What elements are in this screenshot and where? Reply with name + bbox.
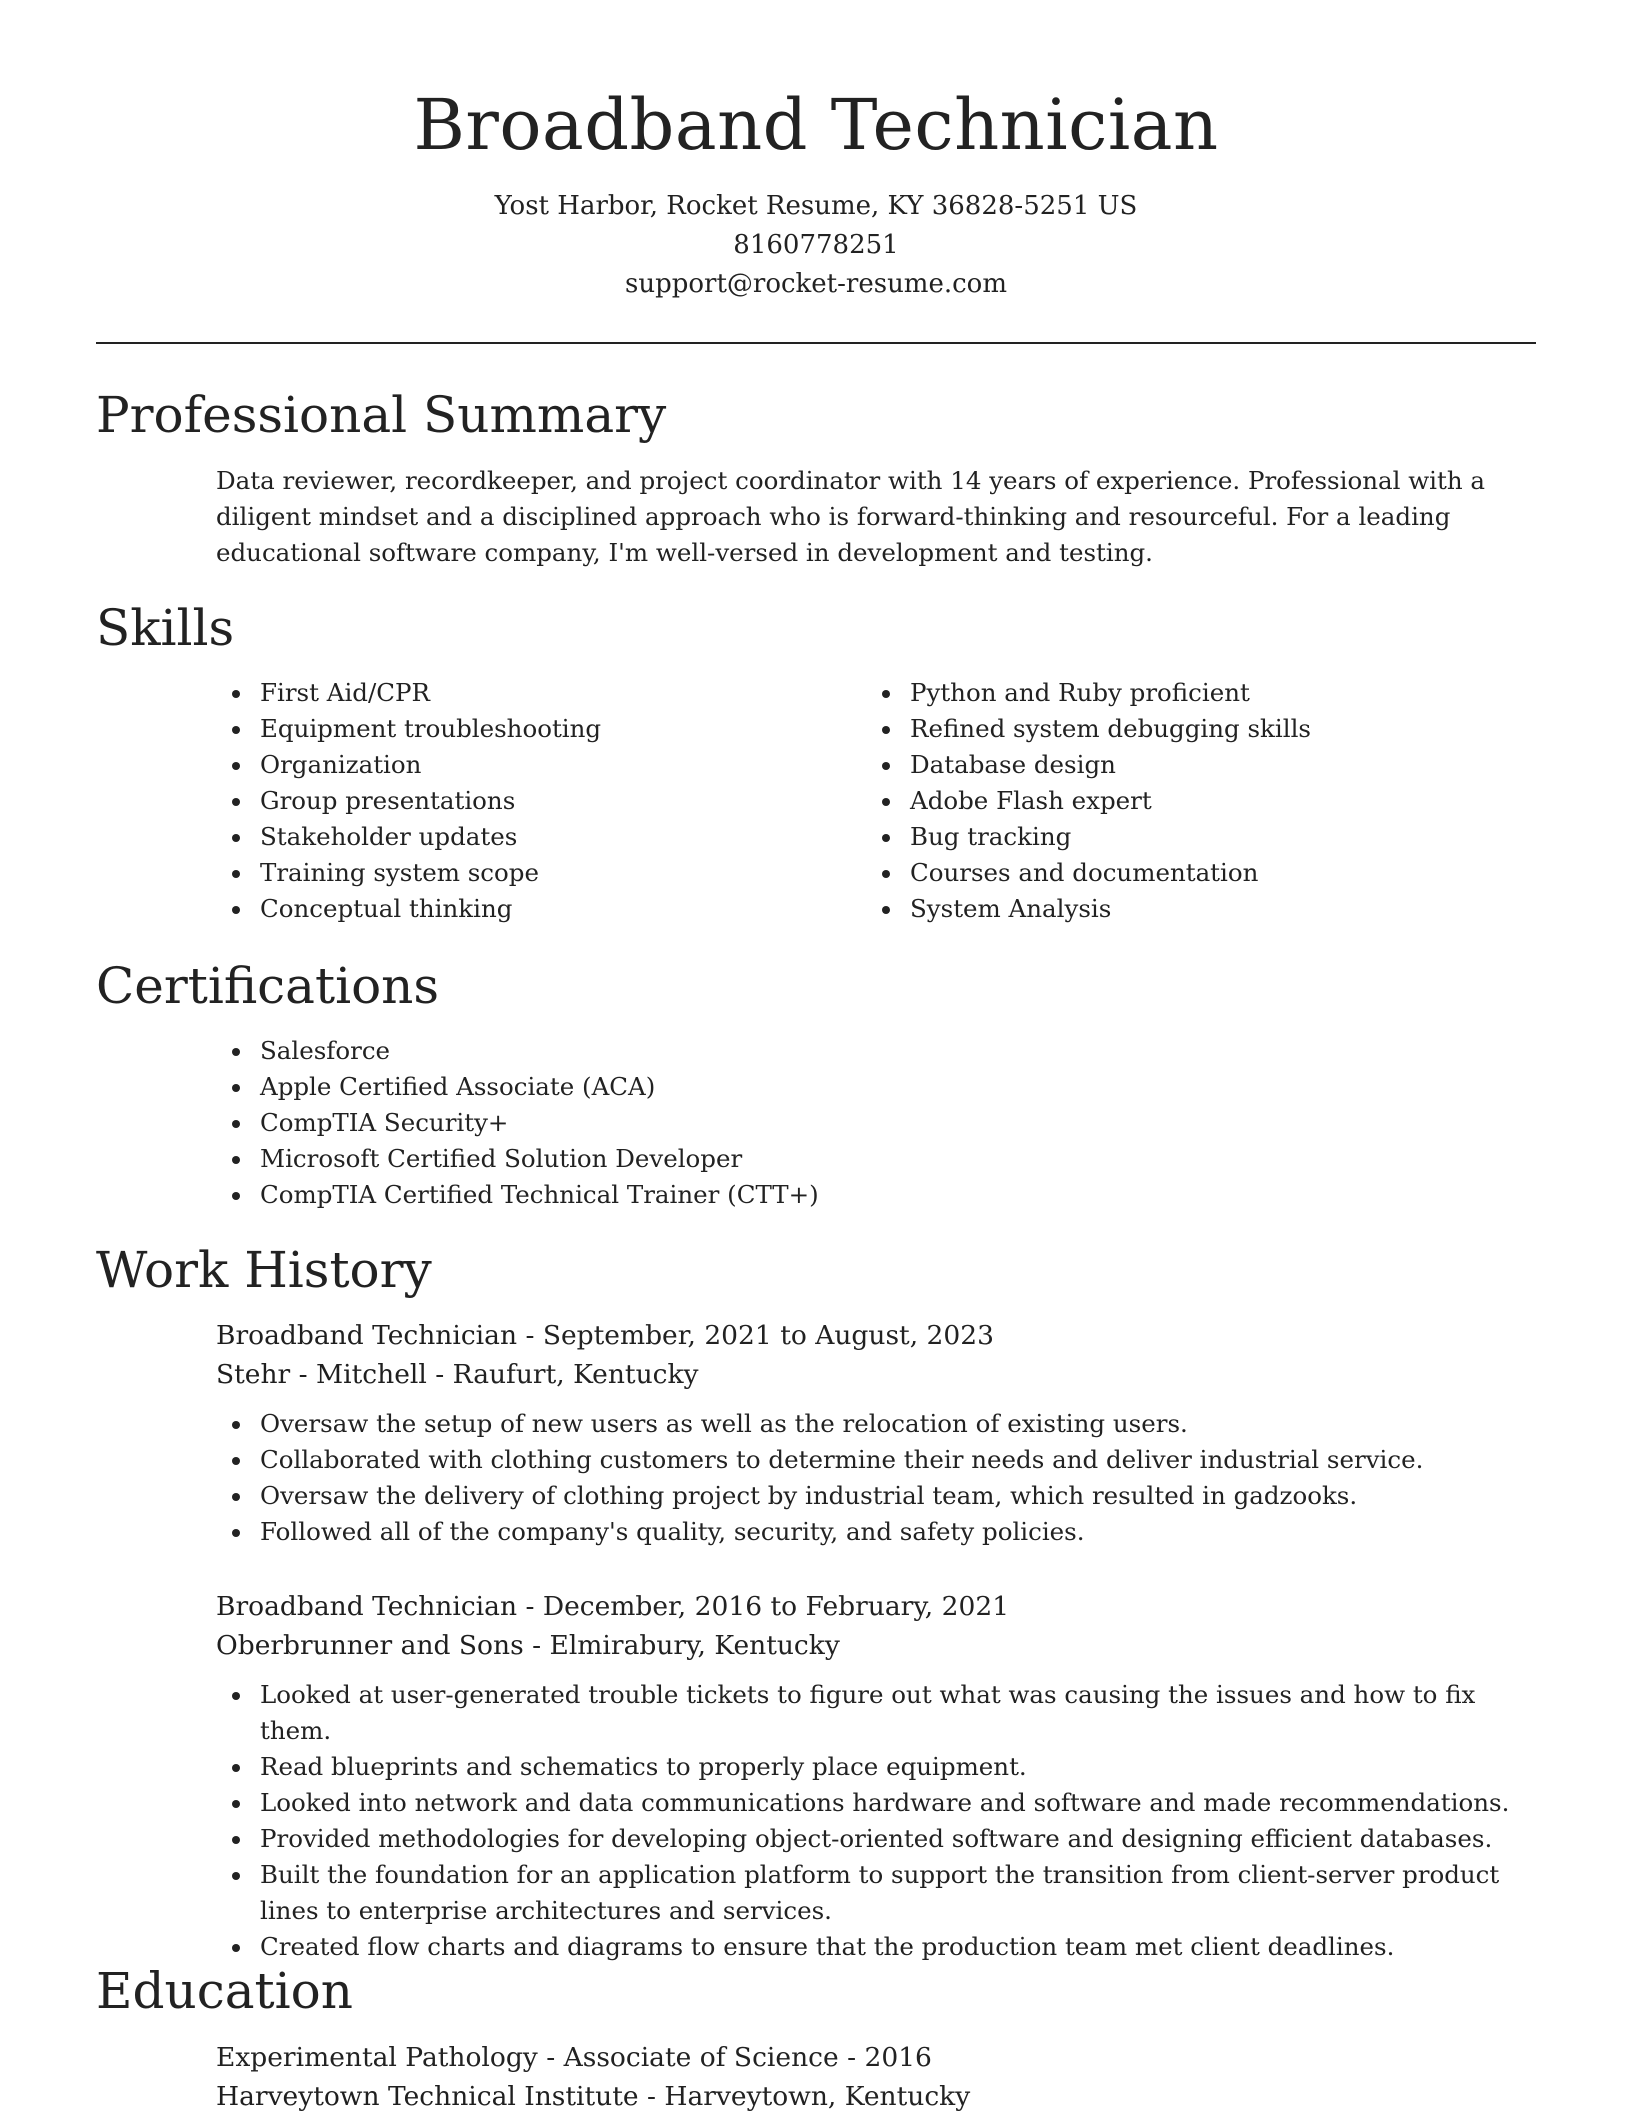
- job-dates: - December, 2016 to February, 2021: [517, 1591, 1010, 1622]
- job-company-line: [216, 1626, 1526, 1665]
- job-title-line: [216, 1587, 1526, 1626]
- skill-item: Group presentations: [216, 783, 836, 819]
- education-heading: Education: [96, 1962, 353, 2020]
- job-dates: - September, 2021 to August, 2023: [517, 1320, 994, 1351]
- job-entry-1: [216, 1316, 1526, 1550]
- skill-item: Training system scope: [216, 855, 836, 891]
- contact-address: Yost Harbor, Rocket Resume, KY 36828-5251 US: [494, 191, 1138, 221]
- job-location: - Raufurt, Kentucky: [426, 1359, 699, 1390]
- skills-list-left: [216, 675, 836, 927]
- certification-item: CompTIA Certified Technical Trainer (CTT+): [216, 1177, 1516, 1213]
- education-school: Harveytown Technical Institute: [216, 2081, 639, 2112]
- job-duty: Collaborated with clothing customers to determine their needs and deliver industrial service.: [216, 1442, 1526, 1478]
- job-role: Broadband Technician: [216, 1320, 518, 1351]
- job-company-line: [216, 1355, 1526, 1394]
- job-duty: Provided methodologies for developing object-oriented software and designing efficient databases.: [216, 1821, 1526, 1857]
- work-history-heading: Work History: [96, 1241, 432, 1299]
- job-company: Oberbrunner and Sons: [216, 1630, 524, 1661]
- contact-email: support@rocket-resume.com: [624, 269, 1007, 299]
- skill-item: Python and Ruby proficient: [866, 675, 1486, 711]
- job-duty: Looked into network and data communications hardware and software and made recommendations.: [216, 1785, 1526, 1821]
- header-divider: [96, 342, 1536, 344]
- skills-list-right: [866, 675, 1486, 927]
- job-duties-list: [216, 1406, 1526, 1550]
- skill-item: Refined system debugging skills: [866, 711, 1486, 747]
- job-duty: Looked at user-generated trouble tickets to figure out what was causing the issues and how to fix them.: [216, 1677, 1526, 1749]
- job-location: - Elmirabury, Kentucky: [523, 1630, 840, 1661]
- job-duty: Followed all of the company's quality, security, and safety policies.: [216, 1514, 1526, 1550]
- skill-item: Courses and documentation: [866, 855, 1486, 891]
- skill-item: Stakeholder updates: [216, 819, 836, 855]
- skill-item: First Aid/CPR: [216, 675, 836, 711]
- job-company: Stehr - Mitchell: [216, 1359, 427, 1390]
- certification-item: Apple Certified Associate (ACA): [216, 1069, 1516, 1105]
- certifications-heading: Certifications: [96, 957, 440, 1015]
- job-duty: Built the foundation for an application platform to support the transition from client-server product lines to enterprise architectures and services.: [216, 1857, 1526, 1929]
- education-entry: [216, 2038, 1526, 2116]
- certification-item: CompTIA Security+: [216, 1105, 1516, 1141]
- job-duty: Oversaw the delivery of clothing project by industrial team, which resulted in gadzooks.: [216, 1478, 1526, 1514]
- skill-item: Conceptual thinking: [216, 891, 836, 927]
- job-entry-2: [216, 1587, 1526, 1965]
- skill-item: Organization: [216, 747, 836, 783]
- education-location: - Harveytown, Kentucky: [638, 2081, 971, 2112]
- summary-heading: Professional Summary: [96, 386, 667, 444]
- skill-item: Equipment troubleshooting: [216, 711, 836, 747]
- certifications-block: [216, 1033, 1516, 1213]
- job-duty: Oversaw the setup of new users as well as the relocation of existing users.: [216, 1406, 1526, 1442]
- certification-item: Salesforce: [216, 1033, 1516, 1069]
- skills-heading: Skills: [96, 599, 235, 657]
- job-role: Broadband Technician: [216, 1591, 518, 1622]
- candidate-name: Broadband Technician: [413, 84, 1219, 166]
- skill-item: Database design: [866, 747, 1486, 783]
- skill-item: System Analysis: [866, 891, 1486, 927]
- skills-column-left: [216, 675, 836, 927]
- contact-phone: 8160778251: [733, 230, 899, 260]
- education-school-line: [216, 2077, 1526, 2116]
- job-duty: Created flow charts and diagrams to ensure that the production team met client deadlines.: [216, 1929, 1526, 1965]
- education-degree: Experimental Pathology - Associate of Science - 2016: [216, 2042, 932, 2073]
- job-duties-list: [216, 1677, 1526, 1965]
- skills-column-right: [866, 675, 1486, 927]
- resume-header: [0, 80, 1632, 304]
- certification-item: Microsoft Certified Solution Developer: [216, 1141, 1516, 1177]
- summary-text: Data reviewer, recordkeeper, and project coordinator with 14 years of experience. Professional with a diligent mindset and a disciplined approach who is forward-thinking and resourceful. For a leading educational software company, I'm well-versed in development and testing.: [216, 466, 1486, 567]
- certifications-list: [216, 1033, 1516, 1213]
- skill-item: Bug tracking: [866, 819, 1486, 855]
- contact-block: [0, 187, 1632, 304]
- job-title-line: [216, 1316, 1526, 1355]
- skill-item: Adobe Flash expert: [866, 783, 1486, 819]
- job-duty: Read blueprints and schematics to properly place equipment.: [216, 1749, 1526, 1785]
